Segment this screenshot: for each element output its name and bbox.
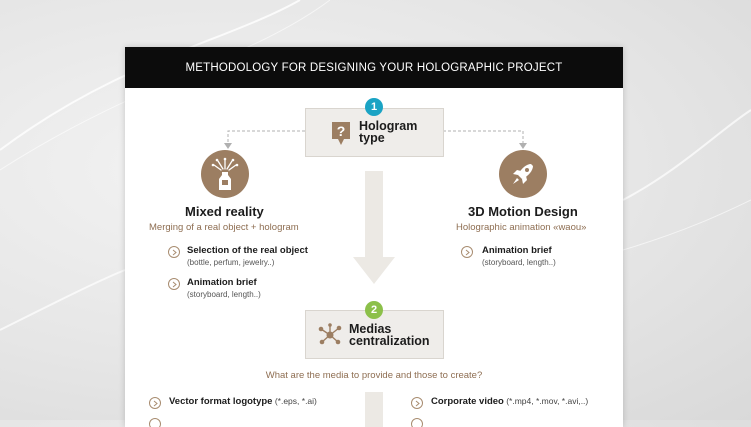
step1-number: 1 [365,98,383,116]
media-right-item [431,396,588,407]
right-connector [443,131,523,145]
right-connector-arrowhead [519,143,527,149]
step2-label-line2: centralization [349,334,430,348]
svg-text:?: ? [336,123,346,139]
chevron-right-icon-partial [149,418,161,427]
left-connector-arrowhead [224,143,232,149]
rocket-icon [499,150,547,198]
right-item1-title: Animation brief [482,245,552,256]
main-down-arrow [353,171,395,284]
media-left-item [169,396,317,407]
chevron-right-icon [168,246,180,258]
step1-label-line1: Hologram [359,119,418,133]
left-connector [228,131,305,145]
bottle-sparkle-icon [201,150,249,198]
media-right-title: Corporate video [431,396,504,407]
media-right-ext: (*.mp4, *.mov, *.avi,..) [503,396,589,406]
step2-label-line1: Medias [349,322,392,336]
left-item1-title: Selection of the real object [187,245,308,256]
chevron-right-icon [461,246,473,258]
banner-title: METHODOLOGY FOR DESIGNING YOUR HOLOGRAPHIC PROJECT [185,61,563,74]
motion-design-title: 3D Motion Design [468,204,578,219]
network-icon [317,323,343,347]
step1-label-line2: type [359,131,385,145]
chevron-right-icon-partial [411,418,423,427]
motion-design-subtitle: Holographic animation «waou» [456,222,587,233]
chevron-right-icon [168,278,180,290]
chevron-right-icon [411,397,423,409]
chevron-right-icon [149,397,161,409]
methodology-sheet [125,47,623,427]
left-item2-sub: (storyboard, length..) [187,290,261,299]
mixed-reality-title: Mixed reality [185,204,264,219]
media-left-ext: (*.eps, *.ai) [272,396,317,406]
left-item2-title: Animation brief [187,277,257,288]
mixed-reality-subtitle: Merging of a real object + hologram [149,222,299,233]
step2-number: 2 [365,301,383,319]
media-question: What are the media to provide and those to create? [265,370,483,381]
left-item1-sub: (bottle, perfum, jewelry..) [187,258,275,267]
media-left-title: Vector format logotype [169,396,273,407]
second-down-arrow [365,392,383,427]
right-item1-sub: (storyboard, length..) [482,258,556,267]
question-icon [330,121,352,147]
